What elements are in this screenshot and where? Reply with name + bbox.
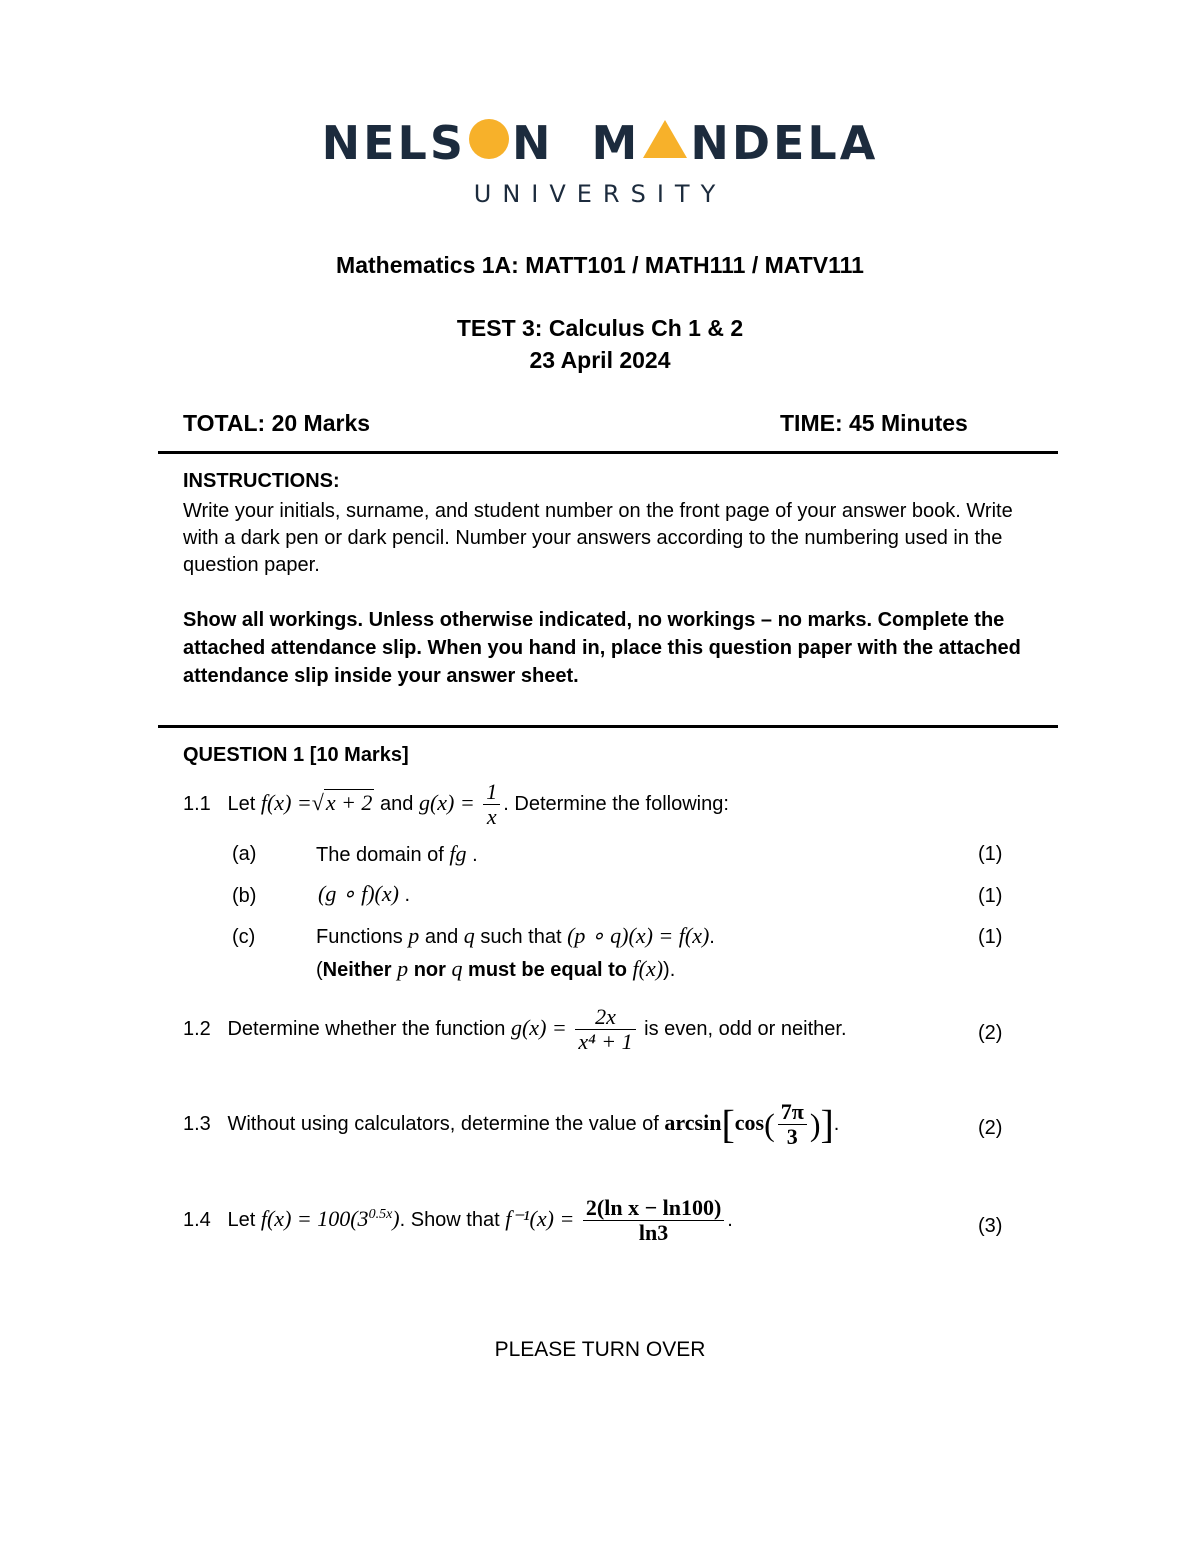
please-turn-over: PLEASE TURN OVER	[494, 1338, 706, 1361]
sun-icon	[469, 119, 509, 159]
test-date: 23 April 2024	[529, 347, 671, 373]
label-b: (b)	[232, 885, 257, 907]
question-1-1: 1.1 Let f(x) =√x + 2 and g(x) = $\frac{1}{x}$ . Determine the following:	[183, 779, 729, 829]
math: q	[463, 923, 475, 948]
text: ).	[663, 959, 676, 981]
label-c: (c)	[232, 926, 256, 948]
text: .	[727, 1208, 733, 1231]
math-sqrt: x + 2	[325, 789, 373, 815]
label-a: (a)	[232, 843, 257, 865]
logo-text-3: M	[591, 115, 641, 170]
numerator: 7π	[778, 1100, 807, 1125]
logo-text-4: NDELA	[690, 115, 879, 170]
question-number: 1.3	[183, 1112, 211, 1135]
math: f⁻¹(x) =	[505, 1205, 575, 1231]
text: Let	[227, 792, 256, 815]
math: p	[397, 956, 409, 981]
triangle-icon	[643, 120, 687, 158]
text: (	[316, 959, 323, 981]
divider	[158, 451, 1058, 454]
mark-b: (1)	[978, 885, 1003, 907]
math: arcsin	[664, 1109, 722, 1135]
text: such that	[480, 926, 562, 948]
math-f: f(x) =	[260, 789, 312, 815]
university-logo	[0, 112, 1200, 170]
math: q	[451, 956, 463, 981]
text: .	[472, 844, 478, 866]
text: .	[709, 926, 715, 948]
math: p	[408, 923, 420, 948]
denominator: ln3	[638, 1220, 669, 1245]
instructions-heading: INSTRUCTIONS:	[183, 470, 340, 492]
time-limit: TIME: 45 Minutes	[780, 410, 968, 436]
text: and	[424, 926, 459, 948]
text: Functions	[316, 926, 403, 948]
text: Without using calculators, determine the value of	[227, 1112, 659, 1135]
text: and	[380, 792, 414, 815]
instructions-text: Write your initials, surname, and student number on the front page of your answer book. Write with a dark pen or dark pencil. Number your answers according to the numbering used in the question paper.	[183, 500, 1013, 576]
question-1-4	[183, 1196, 733, 1245]
fraction	[583, 1196, 724, 1245]
text: Let	[227, 1208, 256, 1231]
math: )	[392, 1205, 400, 1231]
logo-text-1: NELS	[321, 115, 467, 170]
denominator: 3	[786, 1124, 798, 1149]
instructions-bold: Show all workings. Unless otherwise indicated, no workings – no marks. Complete the attached attendance slip. When you hand in, place this question paper with the attached attendance slip inside your answer sheet.	[183, 609, 1021, 687]
text: nor	[413, 959, 446, 981]
numerator: 1	[483, 780, 500, 805]
question-1-2	[183, 1005, 847, 1054]
math: (g ∘ f)(x)	[318, 881, 399, 906]
course-title: Mathematics 1A: MATT101 / MATH111 / MATV111	[336, 252, 864, 278]
math: cos	[734, 1109, 765, 1135]
mark-c: (1)	[978, 926, 1003, 948]
question-heading: QUESTION 1 [10 Marks]	[183, 744, 409, 766]
logo-text-2: N	[512, 115, 554, 170]
text: is even, odd or neither.	[644, 1017, 847, 1040]
question-number: 1.2	[183, 1017, 211, 1040]
question-number: 1.4	[183, 1208, 211, 1231]
fraction	[778, 1100, 807, 1149]
text: Determine whether the function	[227, 1017, 506, 1040]
text: Neither	[322, 959, 392, 981]
text: The domain of	[316, 844, 444, 866]
mark-a: (1)	[978, 843, 1003, 865]
fraction	[483, 780, 500, 829]
math: fg	[449, 841, 467, 866]
math: g(x) =	[510, 1014, 567, 1040]
test-title: TEST 3: Calculus Ch 1 & 2	[456, 315, 744, 341]
part-b	[318, 882, 410, 907]
math: (p ∘ q)(x) = f(x)	[567, 923, 710, 948]
text: .	[404, 884, 411, 906]
divider	[158, 725, 1058, 728]
text: must be equal to	[468, 959, 627, 981]
mark-1-2: (2)	[978, 1022, 1003, 1044]
part-c	[316, 924, 715, 949]
denominator: x	[486, 804, 497, 829]
math: f(x) = 100(3	[260, 1205, 369, 1231]
numerator: 2x	[575, 1005, 635, 1030]
numerator: 2(ln x − ln100)	[583, 1196, 724, 1221]
math: 0.5x	[368, 1207, 393, 1223]
text: . Show that	[399, 1208, 500, 1231]
logo-university-text: UNIVERSITY	[473, 180, 727, 208]
question-1-3: 1.3 Without using calculators, determine the value of arcsin[cos( $\frac{7\pi}{3}$ )].	[183, 1099, 840, 1149]
part-a	[316, 842, 478, 867]
part-c-note	[316, 957, 675, 982]
math-g: g(x) =	[418, 789, 475, 815]
mark-1-4: (3)	[978, 1215, 1003, 1237]
mark-1-3: (2)	[978, 1117, 1003, 1139]
question-number: 1.1	[183, 792, 211, 815]
total-marks: TOTAL: 20 Marks	[183, 410, 371, 436]
denominator: x⁴ + 1	[578, 1029, 633, 1054]
text: . Determine the following:	[503, 792, 729, 815]
fraction	[575, 1005, 635, 1054]
text: .	[833, 1112, 840, 1135]
math: f(x)	[632, 956, 664, 981]
